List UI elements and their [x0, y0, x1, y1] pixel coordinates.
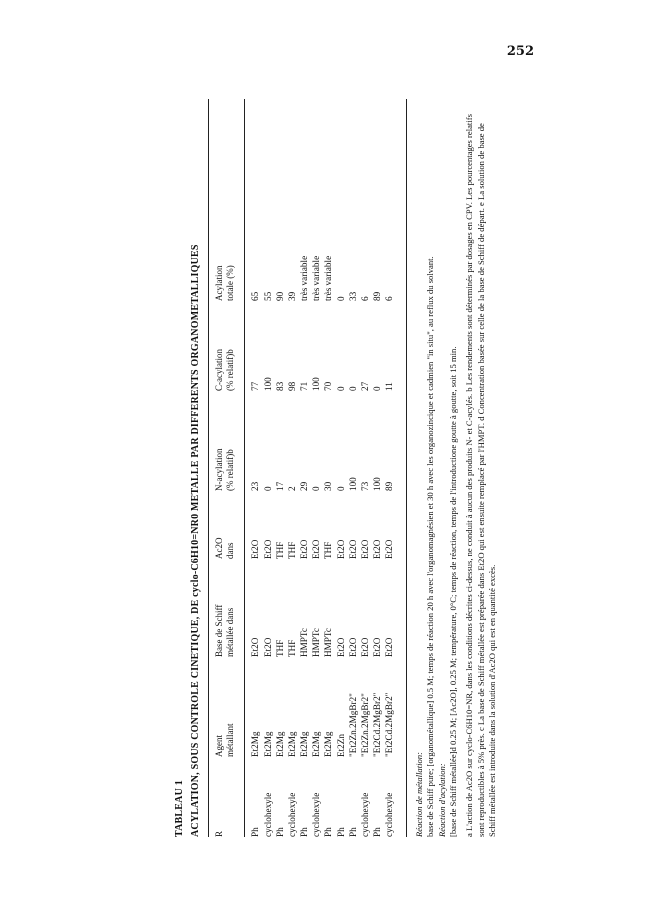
table-cell: THF	[274, 639, 285, 657]
table-cell: très variable	[311, 255, 322, 301]
table-cell: 83	[274, 381, 285, 391]
table-cell: 0	[335, 486, 346, 491]
table-title: ACYLATION, SOUS CONTROLE CINETIQUE, DE cyclo-C6H10=NR0 METALLE PAR DIFFERENTS ORGANOMETALLIQUES	[190, 244, 201, 837]
table-cell: cyclohexyle	[360, 792, 371, 837]
header-rule	[244, 99, 245, 837]
table-cell: Et2O	[347, 637, 358, 657]
table-cell: "Et2Cd.2MgBr2"	[372, 692, 383, 757]
table-row	[384, 221, 396, 837]
table-cell: 71	[299, 381, 310, 391]
table-cell: 77	[250, 381, 261, 391]
table-cell: 6	[384, 296, 395, 301]
table-cell: Et2O	[372, 539, 383, 559]
table-row	[372, 221, 384, 837]
table-cell: très variable	[323, 255, 334, 301]
table-cell: 17	[274, 481, 285, 491]
table-cell: 0	[335, 296, 346, 301]
column-header-agent: Agent métallant	[214, 723, 236, 757]
table-cell: très variable	[299, 255, 310, 301]
table-cell: 55	[262, 291, 273, 301]
table-row	[360, 221, 372, 837]
table-cell: THF	[274, 541, 285, 559]
acylation-text: [base de Schiff métallée]d 0.25 M; [Ac2O], 0.25 M; température, 0°C; temps de réaction, temps de l'introductione goutte à goutte, soit 15 min.	[448, 346, 459, 837]
table-cell: 89	[384, 481, 395, 491]
table-cell: Ph	[274, 827, 285, 837]
acylation-heading: Réaction d'acylation:	[436, 763, 447, 837]
table-cell: Ph	[323, 827, 334, 837]
table-cell: 100	[311, 377, 322, 391]
table-cell: Et2O	[262, 637, 273, 657]
table-cell: Et2O	[335, 539, 346, 559]
table-cell: 100	[262, 377, 273, 391]
table-cell: HMPTc	[299, 628, 310, 657]
metallation-heading: Réaction de métallation:	[414, 752, 424, 837]
table-cell: HMPTc	[311, 628, 322, 657]
table-cell: cyclohexyle	[286, 792, 297, 837]
table-cell: 0	[347, 386, 358, 391]
table-cell: Et2O	[311, 539, 322, 559]
column-header-base: Base de Schiff métallée dans	[214, 604, 236, 657]
table-cell: Et2O	[372, 637, 383, 657]
table-cell: cyclohexyle	[311, 792, 322, 837]
table-cell: 98	[286, 381, 297, 391]
table-cell: Ph	[372, 827, 383, 837]
table-cell: Et2Mg	[323, 731, 334, 757]
table-cell: Et2O	[335, 637, 346, 657]
table-cell: 0	[372, 386, 383, 391]
table-cell: cyclohexyle	[384, 792, 395, 837]
table-cell: "Et2Zn.2MgBr2"	[347, 693, 358, 757]
table-cell: Et2O	[250, 539, 261, 559]
table-row	[262, 221, 274, 837]
table-cell: "Et2Zn.2MgBr2"	[360, 693, 371, 757]
table-cell: 0	[311, 486, 322, 491]
table-cell: 100	[372, 477, 383, 491]
table-cell: 100	[347, 477, 358, 491]
table-cell: 33	[347, 291, 358, 301]
table-row	[250, 221, 262, 837]
table-row	[348, 221, 360, 837]
table-cell: Ph	[250, 827, 261, 837]
data-table	[250, 221, 396, 837]
column-header-ac2o: Ac2O dans	[214, 537, 236, 559]
table-cell: 0	[262, 486, 273, 491]
table-cell: 27	[360, 381, 371, 391]
bottom-rule	[406, 99, 407, 837]
table-row	[311, 221, 323, 837]
table-cell: Et2Mg	[262, 731, 273, 757]
table-cell: 30	[323, 481, 334, 491]
column-header-total: Acylation totale (%)	[214, 265, 236, 301]
table-row	[335, 221, 347, 837]
table-cell: 70	[323, 381, 334, 391]
table-cell: Et2O	[360, 637, 371, 657]
table-cell: 0	[335, 386, 346, 391]
table-row	[274, 221, 286, 837]
table-cell: Et2Zn	[335, 734, 346, 757]
table-cell: 73	[360, 481, 371, 491]
table-label: TABLEAU 1	[174, 780, 185, 837]
table-cell: Et2O	[250, 637, 261, 657]
top-rule	[208, 99, 209, 837]
footnotes: a L'action de Ac2O sur cyclo-C6H10=NR, dans les conditions décrites ci-dessus, ne conduit à aucun des produits N- et C-acylés. b Les rendements sont déterminés par dosages en CPV. Les pourcentages relatifs sont reproductibles à 5% près. c La base de Schiff métallée est préparée dans Et2O qui est ensuite remplacé par l'HMPT. d Concentration basée sur celle de la base de Schiff de départ. e La solution de base de Schiff métallée est introduite dans la solution d'Ac2O qui est en quantité excès.	[464, 114, 498, 837]
table-cell: Et2O	[360, 539, 371, 559]
metallation-text: base de Schiff pure; [organométallique] 0.5 M; temps de réaction 20 h avec l'organomagnésien et 30 h avec les organozincique et cadmien "in situ", au reflux du solvant.	[425, 256, 436, 837]
table-cell: 90	[274, 291, 285, 301]
table-cell: Et2O	[262, 539, 273, 559]
table-cell: THF	[286, 541, 297, 559]
table-cell: Et2Mg	[274, 731, 285, 757]
table-cell: Ph	[299, 827, 310, 837]
table-row	[323, 221, 335, 837]
table-cell: Et2O	[347, 539, 358, 559]
column-header-n-acylation: N-acylation (% relatif)b	[214, 448, 236, 491]
table-cell: Et2O	[384, 539, 395, 559]
table-cell: "Et2Cd.2MgBr2"	[384, 692, 395, 757]
table-row	[287, 221, 299, 837]
table-cell: Et2O	[299, 539, 310, 559]
table-cell: cyclohexyle	[262, 792, 273, 837]
table-cell: 29	[299, 481, 310, 491]
page-number: 252	[506, 44, 534, 59]
table-cell: 6	[360, 296, 371, 301]
table-cell: 89	[372, 291, 383, 301]
table-cell: Et2Mg	[311, 731, 322, 757]
table-cell: THF	[286, 639, 297, 657]
table-cell: HMPTc	[323, 628, 334, 657]
column-header-c-acylation: C-acylation (% relatif)b	[214, 349, 236, 391]
rotated-table-block	[160, 95, 580, 845]
table-cell: THF	[323, 541, 334, 559]
table-cell: Et2Mg	[250, 731, 261, 757]
table-cell: 65	[250, 291, 261, 301]
table-cell: Et2Mg	[299, 731, 310, 757]
table-cell: 23	[250, 481, 261, 491]
table-notes	[414, 101, 498, 837]
table-cell: Et2O	[384, 637, 395, 657]
table-cell: 2	[286, 486, 297, 491]
table-cell: Ph	[335, 827, 346, 837]
table-cell: Ph	[347, 827, 358, 837]
column-header-r: R	[214, 830, 224, 837]
table-cell: 39	[286, 291, 297, 301]
table-row	[299, 221, 311, 837]
table-cell: 11	[384, 382, 395, 391]
table-cell: Et2Mg	[286, 731, 297, 757]
